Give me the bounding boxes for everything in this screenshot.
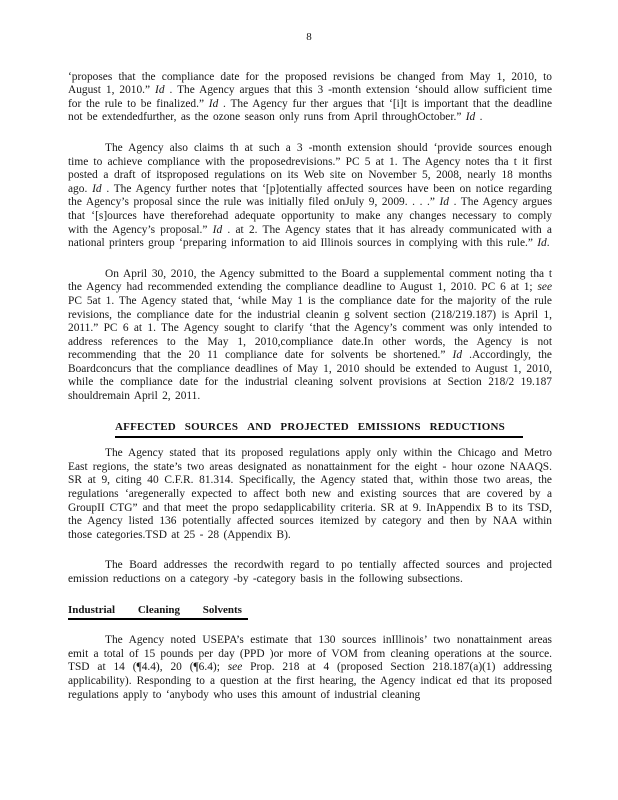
paragraph-board-addresses-record: The Board addresses the recordwith regard to po tentially affected sources and projected emission reductions on a category -by -category basis in the following subsections. xyxy=(68,559,552,585)
subheading-word: Cleaning xyxy=(137,603,181,616)
subheading-word: Solvents xyxy=(202,603,242,616)
document-body xyxy=(68,71,552,703)
subsection-heading-industrial-cleaning-solvents xyxy=(68,604,248,621)
paragraph-agency-claims-3-month-extension: The Agency also claims th at such a 3 -month extension should ‘provide sources enough time to achieve compliance with the proposedrevisions.” PC 5 at 1. The Agency notes tha t it first posted a draft of itsproposed regulations on its Web site on November 5, 2008, nearly 18 months ago. Id . The Agency further notes that ‘[p]otentially affected sources have been on notice regarding the Agency’s proposal since the rule was initially filed onJuly 9, 2009. . . .” Id . The Agency argues that ‘[s]ources have thereforehad adequate opportunity to make any changes necessary to comply with the Agency’s proposal.” Id . at 2. The Agency states that it has already communicated with a national printers group ‘preparing information to aid Illinois sources in complying with this rule.” Id. xyxy=(68,141,553,250)
paragraph-supplemental-comment: On April 30, 2010, the Agency submitted to the Board a supplemental comment noting tha t the Agency had recommended extending the compliance deadline to August 1, 2010. PC 6 at 1; see PC 5at 1. The Agency stated that, ‘while May 1 is the compliance date for the majority of the rule revisions, the compliance date for the industrial cleanin g solvent section (218/219.187) is April 1, 2011.” PC 6 at 1. The Agency sought to clarify ‘that the Agency’s comment was only intended to address references to the May 1, 2010,compliance date.In other words, the Agency is not recommending that the 20 11 compliance date for solvents be shortened.” Id .Accordingly, the Boardconcurs that the compliance deadlines of May 1, 2010 should be extended to August 1, 2010, while the compliance date for the industrial cleaning solvent provisions at Section 218/2 19.187 shouldremain April 2, 2011. xyxy=(68,267,552,403)
heading-word: SOURCES xyxy=(184,420,239,433)
heading-word: EMISSIONS xyxy=(357,420,421,433)
heading-word: PROJECTED xyxy=(280,420,349,433)
subsection-heading-row xyxy=(68,604,552,621)
heading-word: AFFECTED xyxy=(115,420,176,433)
heading-word: REDUCTIONS xyxy=(429,420,505,433)
paragraph-compliance-date-extension: ‘proposes that the compliance date for the proposed revisions be changed from May 1, 2010, to August 1, 2010.” Id . The Agency argues that this 3 -month extension ‘should allow sufficient time for the rule to be finalized.” Id . The Agency fur ther argues that ‘[i]t is important that the deadline not be extendedfurther, as the ozone season only runs from April throughOctober.” Id . xyxy=(68,70,553,124)
section-heading-affected-sources xyxy=(115,421,523,439)
paragraph-regulations-scope: The Agency stated that its proposed regulations apply only within the Chicago and Metro East regions, the state’s two areas designated as nonattainment for the eight - hour ozone NAAQS. SR at 9, citing 40 C.F.R. 81.314. Specifically, the Agency stated that, within those two areas, the regulations ‘aregenerally expected to affect both new and existing sources that are covered by a GroupII CTG” and that meet the propo sedapplicability criteria. SR at 9. InAppendix B to its TSD, the Agency listed 136 potentially affected sources itemized by category and then by NAA within those categories.TSD at 25 - 28 (Appendix B). xyxy=(68,447,552,541)
subheading-word: Industrial xyxy=(68,603,116,616)
heading-word: AND xyxy=(247,420,272,433)
paragraph-usepa-estimate: The Agency noted USEPA’s estimate that 130 sources inIllinois’ two nonattainment areas emit a total of 15 pounds per day (PPD )or more of VOM from cleaning operations at the source. TSD at 14 (¶4.4), 20 (¶6.4); see Prop. 218 at 4 (proposed Section 218.187(a)(1) addressing applicability). Responding to a question at the first hearing, the Agency indicat ed that its proposed regulations apply to ‘anybody who uses this amount of industrial cleaning xyxy=(68,634,552,701)
page-number: 8 xyxy=(306,31,312,43)
